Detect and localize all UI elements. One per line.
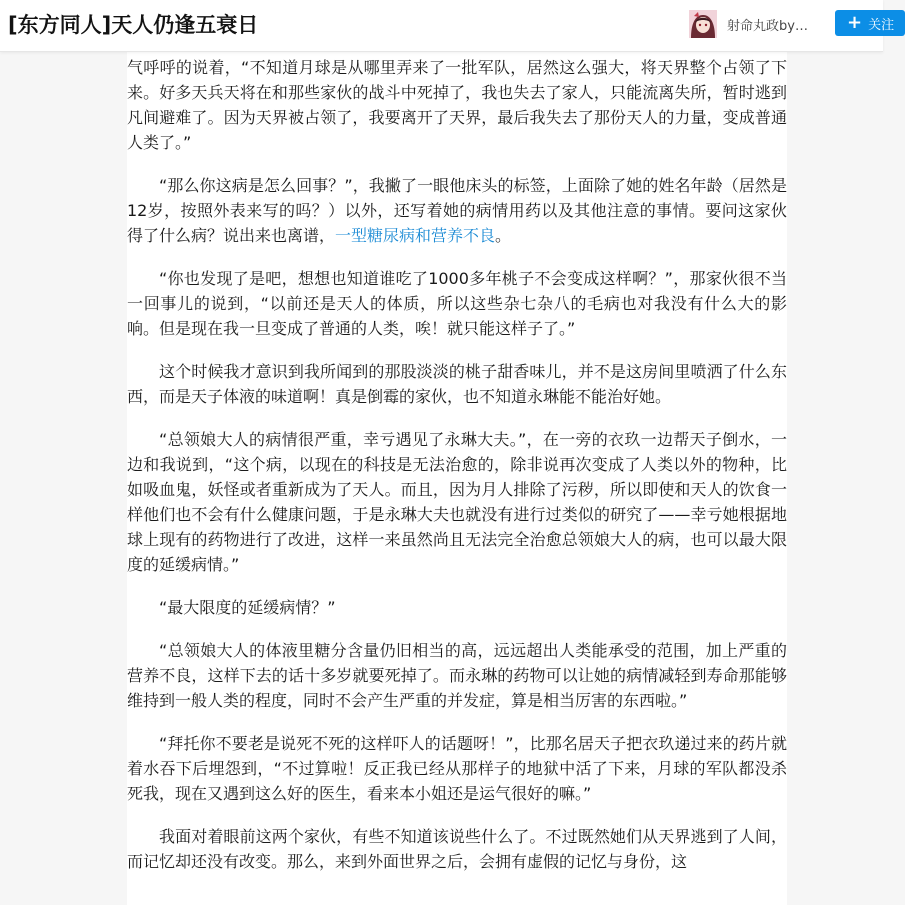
plus-icon: + <box>847 12 863 33</box>
article-paragraph: 气呼呼的说着，“不知道月球是从哪里弄来了一批军队，居然这么强大，将天界整个占领了下来。好多天兵天将在和那些家伙的战斗中死掉了，我也失去了家人，只能流离失所，暂时逃到凡间避难了。因为天界被占领了，我要离开了天界，最后我失去了那份天人的力量，变成普通人类了。” <box>127 58 787 152</box>
article-paragraph: “拜托你不要老是说死不死的这样吓人的话题呀！”，比那名居天子把衣玖递过来的药片就着水吞下后埋怨到，“不过算啦！反正我已经从那样子的地狱中活了下来，月球的军队都没杀死我，现在又遇到这么好的医生，看来本小姐还是运气很好的嘛。” <box>127 734 787 803</box>
follow-button[interactable] <box>835 10 905 36</box>
article-paragraph: 我面对着眼前这两个家伙，有些不知道该说些什么了。不过既然她们从天界逃到了人间，而记忆却还没有改变。那么，来到外面世界之后，会拥有虚假的记忆与身份，这 <box>127 827 787 871</box>
paragraph-text: 。 <box>495 226 512 245</box>
follow-label: 关注 <box>868 17 895 33</box>
author-name[interactable]: 射命丸政by… <box>727 18 808 34</box>
article-container <box>127 52 787 905</box>
author-avatar[interactable] <box>689 10 717 38</box>
article-paragraph: “最大限度的延缓病情？” <box>159 598 336 617</box>
author-info[interactable] <box>689 9 808 39</box>
article-paragraph: “总领娘大人的病情很严重，幸亏遇见了永琳大夫。”，在一旁的衣玖一边帮天子倒水，一边和我说到，“这个病，以现在的科技是无法治愈的，除非说再次变成了人类以外的物种，比如吸血鬼，妖怪或者重新成为了天人。而且，因为月人排除了污秽，所以即使和天人的饮食一样他们也不会有什么健康问题，于是永琳大夫也就没有进行过类似的研究了——幸亏她根据地球上现有的药物进行了改进，这样一来虽然尚且无法完全治愈总领娘大人的病，也可以最大限度的延缓病情。” <box>127 430 787 574</box>
article-body <box>127 55 787 892</box>
article-paragraph: 这个时候我才意识到我所闻到的那股淡淡的桃子甜香味儿，并不是这房间里喷洒了什么东西，而是天子体液的味道啊！真是倒霉的家伙，也不知道永琳能不能治好她。 <box>127 362 787 406</box>
article-paragraph <box>127 173 787 248</box>
article-paragraph: “你也发现了是吧，想想也知道谁吃了1000多年桃子不会变成这样啊？”，那家伙很不当一回事儿的说到，“以前还是天人的体质，所以这些杂七杂八的毛病也对我没有什么大的影响。但是现在我一旦变成了普通的人类，唉！就只能这样子了。” <box>127 269 787 338</box>
article-paragraph: “总领娘大人的体液里糖分含量仍旧相当的高，远远超出人类能承受的范围，加上严重的营养不良，这样下去的话十多岁就要死掉了。而永琳的药物可以让她的病情减轻到寿命那能够维持到一般人类的程度，同时不会产生严重的并发症，算是相当厉害的东西啦。” <box>127 641 787 710</box>
page-title: [东方同人]天人仍逢五衰日 <box>8 13 259 37</box>
highlighted-text: 一型糖尿病和营养不良 <box>335 226 496 245</box>
top-bar <box>0 0 895 52</box>
paragraph-text: “那么你这病是怎么回事？”，我撇了一眼他床头的标签，上面除了她的姓名年龄（居然是12岁，按照外表来写的吗？）以外，还写着她的病情用药以及其他注意的事情。要问这家伙得了什么病？说出来也离谱， <box>127 176 787 245</box>
